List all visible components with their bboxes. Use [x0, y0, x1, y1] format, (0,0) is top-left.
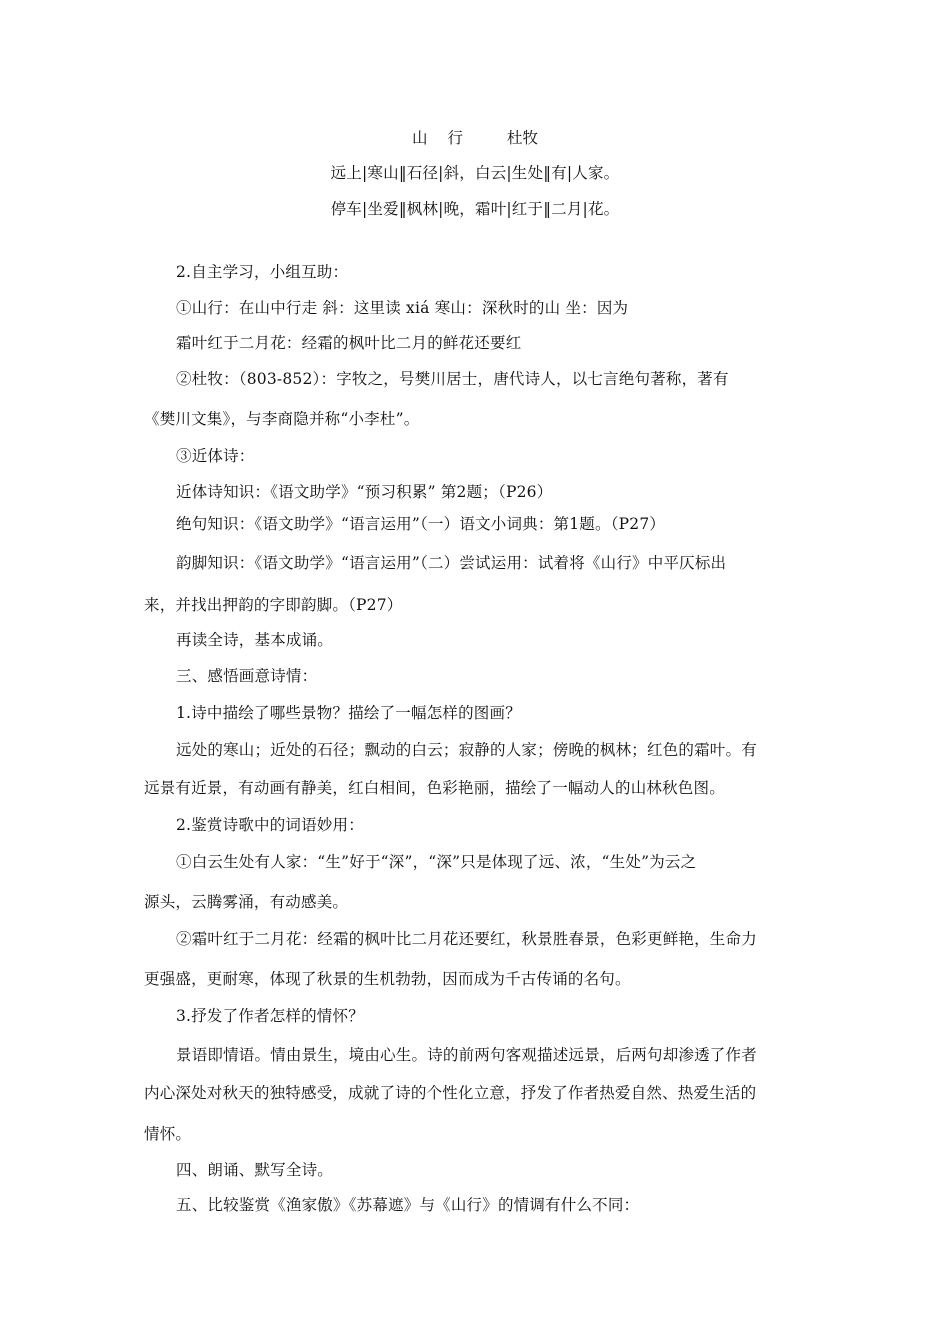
poem-title-char-1: 山 — [411, 129, 428, 147]
paragraph: 内心深处对秋天的独特感受，成就了诗的个性化立意，抒发了作者热爱自然、热爱生活的 — [144, 1084, 757, 1102]
paragraph: 再读全诗，基本成诵。 — [176, 631, 334, 649]
paragraph: 源头，云腾雾涌，有动感美。 — [144, 893, 349, 911]
paragraph: 绝句知识：《语文助学》“语言运用”（一）语文小词典：第1题。（P27） — [176, 515, 666, 533]
paragraph: ①白云生处有人家：“生”好于“深”，“深”只是体现了远、浓，“生处”为云之 — [176, 853, 697, 871]
paragraph: 远处的寒山；近处的石径；飘动的白云；寂静的人家；傍晚的枫林；红色的霜叶。有 — [176, 741, 757, 759]
poem-author: 杜牧 — [507, 129, 539, 147]
poem-line-2: 停车|坐爱‖枫林|晚，霜叶|红于‖二月|花。 — [330, 200, 620, 218]
paragraph: 远景有近景，有动画有静美，红白相间，色彩艳丽，描绘了一幅动人的山林秋色图。 — [144, 779, 725, 797]
paragraph: 四、朗诵、默写全诗。 — [176, 1161, 334, 1179]
paragraph: ③近体诗： — [176, 447, 255, 465]
paragraph: 情怀。 — [144, 1125, 192, 1143]
paragraph: 五、比较鉴赏《渔家傲》《苏幕遮》与《山行》的情调有什么不同： — [176, 1196, 640, 1214]
poem-title-char-2: 行 — [447, 129, 463, 147]
paragraph: 《樊川文集》，与李商隐并称“小李杜”。 — [144, 410, 420, 428]
paragraph: 3.抒发了作者怎样的情怀？ — [176, 1007, 364, 1025]
paragraph: 韵脚知识：《语文助学》“语言运用”（二）尝试运用：试着将《山行》中平仄标出 — [176, 554, 727, 572]
paragraph: 来，并找出押韵的字即韵脚。（P27） — [144, 596, 403, 614]
paragraph: 景语即情语。情由景生，境由心生。诗的前两句客观描述远景，后两句却渗透了作者 — [176, 1046, 757, 1064]
paragraph: 2.自主学习，小组互助： — [176, 263, 349, 281]
paragraph: 霜叶红于二月花：经霜的枫叶比二月的鲜花还要红 — [176, 334, 522, 352]
paragraph: 1.诗中描绘了哪些景物？描绘了一幅怎样的图画？ — [176, 704, 521, 722]
paragraph: 三、感悟画意诗情： — [176, 667, 318, 685]
paragraph: 近体诗知识：《语文助学》“预习积累” 第2题；（P26） — [176, 483, 553, 501]
paragraph: ②杜牧：（803-852）：字牧之，号樊川居士，唐代诗人，以七言绝句著称，著有 — [176, 370, 729, 388]
paragraph: ①山行：在山中行走 斜：这里读 xiá 寒山：深秋时的山 坐：因为 — [176, 299, 629, 317]
paragraph: 2.鉴赏诗歌中的词语妙用： — [176, 816, 364, 834]
poem-title — [0, 128, 950, 148]
poem-line-1: 远上|寒山‖石径|斜，白云|生处‖有|人家。 — [330, 164, 620, 182]
paragraph: ②霜叶红于二月花：经霜的枫叶比二月花还要红，秋景胜春景，色彩更鲜艳，生命力 — [176, 930, 757, 948]
paragraph: 更强盛，更耐寒，体现了秋景的生机勃勃，因而成为千古传诵的名句。 — [144, 970, 631, 988]
